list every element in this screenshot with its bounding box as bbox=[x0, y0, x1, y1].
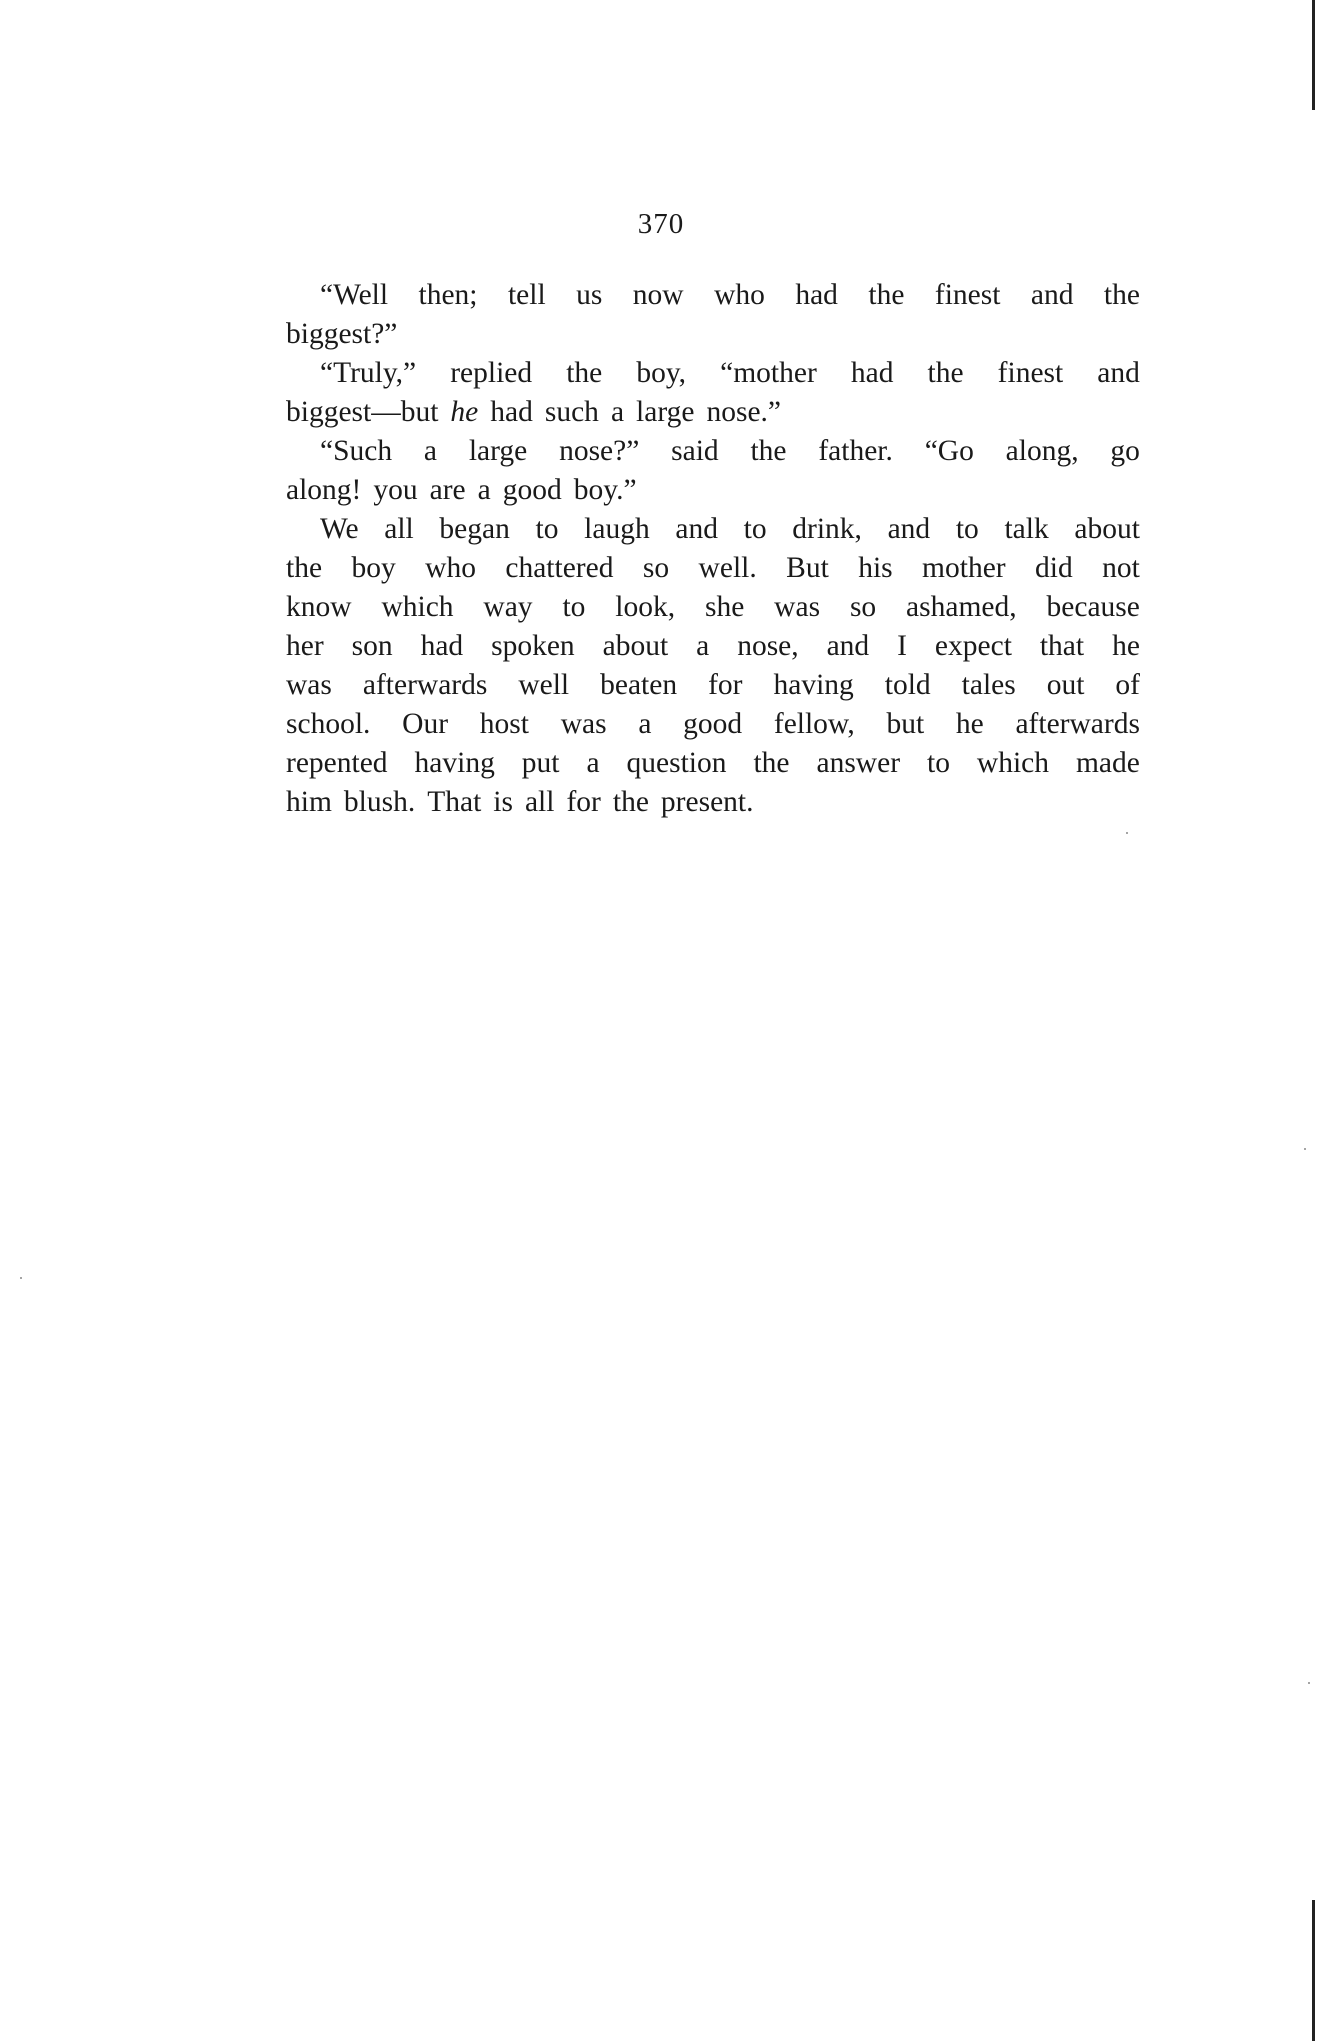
word: We bbox=[320, 513, 359, 545]
word: large bbox=[636, 396, 695, 428]
word: for bbox=[566, 786, 601, 818]
word: well bbox=[518, 669, 570, 701]
word: biggest?” bbox=[286, 318, 398, 350]
word: because bbox=[1046, 591, 1140, 623]
word: the bbox=[286, 552, 323, 584]
word: Our bbox=[402, 708, 449, 740]
word: which bbox=[976, 747, 1050, 779]
word: present. bbox=[660, 786, 754, 818]
word: repented bbox=[286, 747, 388, 779]
word: was bbox=[286, 669, 332, 701]
text-line bbox=[286, 510, 1140, 549]
word: That bbox=[427, 786, 482, 818]
word: to bbox=[955, 513, 979, 545]
word: nose.” bbox=[706, 396, 782, 428]
word: and bbox=[887, 513, 931, 545]
text-line bbox=[286, 276, 1140, 315]
word: afterwards bbox=[1015, 708, 1140, 740]
text-line bbox=[286, 588, 1140, 627]
text-line bbox=[286, 627, 1140, 666]
word: to bbox=[562, 591, 586, 623]
word: boy, bbox=[636, 357, 687, 389]
word: way bbox=[483, 591, 533, 623]
word: had bbox=[795, 279, 838, 311]
word: so bbox=[642, 552, 670, 584]
word: and bbox=[1097, 357, 1140, 389]
word: all bbox=[524, 786, 555, 818]
text-line bbox=[286, 744, 1140, 783]
word: “Go bbox=[924, 435, 974, 467]
word: a bbox=[696, 630, 710, 662]
word: host bbox=[479, 708, 529, 740]
word: school. bbox=[286, 708, 371, 740]
word: to bbox=[927, 747, 950, 779]
word: then; bbox=[418, 279, 478, 311]
word: is bbox=[493, 786, 513, 818]
word: his bbox=[858, 552, 893, 584]
word: all bbox=[384, 513, 414, 545]
word: him bbox=[286, 786, 332, 818]
word: along, bbox=[1005, 435, 1079, 467]
word: mother bbox=[922, 552, 1006, 584]
word: But bbox=[786, 552, 829, 584]
word: told bbox=[884, 669, 931, 701]
word: a bbox=[423, 435, 437, 467]
word: the bbox=[612, 786, 649, 818]
word: he bbox=[1112, 630, 1140, 662]
word: well. bbox=[698, 552, 757, 584]
word: began bbox=[439, 513, 510, 545]
text-line bbox=[286, 432, 1140, 471]
text-line bbox=[286, 354, 1140, 393]
word: put bbox=[521, 747, 560, 779]
text-line bbox=[286, 315, 1140, 354]
scan-speck bbox=[1304, 1148, 1306, 1150]
word: blush. bbox=[343, 786, 416, 818]
word: a bbox=[610, 396, 625, 428]
word: had bbox=[490, 396, 533, 428]
word: large bbox=[468, 435, 528, 467]
word: and bbox=[1030, 279, 1074, 311]
word: a bbox=[586, 747, 600, 779]
word: father. bbox=[818, 435, 893, 467]
word: laugh bbox=[584, 513, 650, 545]
word: that bbox=[1039, 630, 1085, 662]
word: answer bbox=[816, 747, 901, 779]
word: the bbox=[868, 279, 905, 311]
word: had bbox=[850, 357, 894, 389]
scan-edge-mark bbox=[1312, 1900, 1315, 2041]
page-number: 370 bbox=[637, 208, 685, 240]
word: of bbox=[1115, 669, 1140, 701]
word: about bbox=[602, 630, 669, 662]
word: along! bbox=[286, 474, 362, 506]
word: and bbox=[826, 630, 870, 662]
word: boy.” bbox=[573, 474, 637, 506]
word: chattered bbox=[505, 552, 614, 584]
word: who bbox=[425, 552, 476, 584]
text-line bbox=[286, 783, 1140, 822]
text-line bbox=[286, 666, 1140, 705]
word: had bbox=[420, 630, 464, 662]
text-line bbox=[286, 393, 1140, 432]
word: a bbox=[477, 474, 491, 506]
word: finest bbox=[997, 357, 1064, 389]
word: who bbox=[714, 279, 765, 311]
word: now bbox=[632, 279, 684, 311]
word: us bbox=[576, 279, 603, 311]
word: go bbox=[1110, 435, 1140, 467]
word: “Well bbox=[320, 279, 389, 311]
word: said bbox=[671, 435, 719, 467]
word: but bbox=[886, 708, 925, 740]
word: to bbox=[743, 513, 767, 545]
scan-speck bbox=[1126, 832, 1128, 834]
word: good bbox=[502, 474, 562, 506]
word: I bbox=[897, 630, 907, 662]
word: replied bbox=[450, 357, 533, 389]
word: talk bbox=[1004, 513, 1049, 545]
word: so bbox=[849, 591, 877, 623]
word: was bbox=[560, 708, 607, 740]
word: spoken bbox=[491, 630, 575, 662]
word: tell bbox=[507, 279, 546, 311]
word: “mother bbox=[720, 357, 817, 389]
word: to bbox=[535, 513, 559, 545]
word: made bbox=[1075, 747, 1140, 779]
word: nose, bbox=[737, 630, 799, 662]
word: out bbox=[1046, 669, 1085, 701]
word: ashamed, bbox=[906, 591, 1017, 623]
word: question bbox=[626, 747, 727, 779]
word: you bbox=[373, 474, 418, 506]
word: the bbox=[1103, 279, 1140, 311]
word: her bbox=[286, 630, 324, 662]
word: biggest—but bbox=[286, 396, 439, 428]
word: a bbox=[638, 708, 652, 740]
word: he bbox=[450, 396, 479, 428]
scan-edge-mark bbox=[1312, 0, 1315, 110]
word: boy bbox=[351, 552, 396, 584]
word: such bbox=[544, 396, 599, 428]
word: not bbox=[1102, 552, 1140, 584]
word: the bbox=[750, 435, 787, 467]
word: are bbox=[429, 474, 466, 506]
word: know bbox=[286, 591, 352, 623]
text-line bbox=[286, 705, 1140, 744]
word: good bbox=[683, 708, 743, 740]
text-line bbox=[286, 549, 1140, 588]
text-line bbox=[286, 471, 1140, 510]
scan-speck bbox=[20, 1277, 22, 1279]
word: did bbox=[1035, 552, 1073, 584]
word: and bbox=[675, 513, 718, 545]
word: the bbox=[927, 357, 964, 389]
word: he bbox=[955, 708, 984, 740]
word: afterwards bbox=[362, 669, 488, 701]
word: finest bbox=[934, 279, 1001, 311]
word: “Such bbox=[320, 435, 393, 467]
word: beaten bbox=[600, 669, 678, 701]
scan-speck bbox=[1308, 1682, 1310, 1684]
word: about bbox=[1074, 513, 1140, 545]
word: having bbox=[414, 747, 495, 779]
word: look, bbox=[615, 591, 676, 623]
word: for bbox=[708, 669, 743, 701]
word: son bbox=[351, 630, 393, 662]
word: fellow, bbox=[773, 708, 855, 740]
word: was bbox=[774, 591, 821, 623]
word: the bbox=[566, 357, 603, 389]
word: tales bbox=[961, 669, 1016, 701]
word: the bbox=[753, 747, 790, 779]
word: she bbox=[704, 591, 745, 623]
word: drink, bbox=[792, 513, 862, 545]
word: expect bbox=[934, 630, 1012, 662]
word: having bbox=[773, 669, 854, 701]
word: “Truly,” bbox=[320, 357, 417, 389]
word: nose?” bbox=[559, 435, 640, 467]
word: which bbox=[381, 591, 454, 623]
body-text bbox=[286, 276, 1140, 822]
